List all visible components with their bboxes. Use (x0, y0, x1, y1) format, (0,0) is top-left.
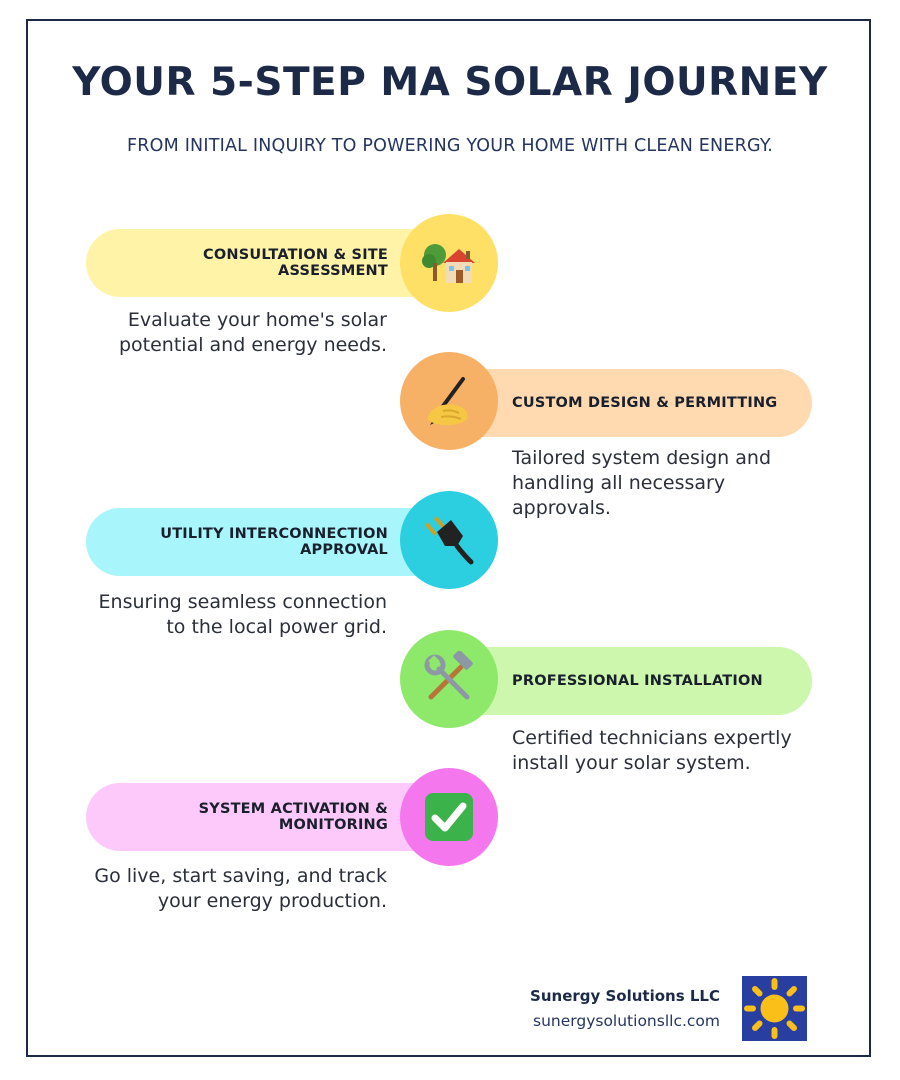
step-1-title: CONSULTATION & SITE ASSESSMENT (203, 247, 388, 279)
house-with-tree-icon (421, 235, 477, 291)
step-3-description: Ensuring seamless connection to the local power grid. (98, 591, 387, 638)
step-4-icon-circle (400, 630, 498, 728)
company-name: Sunergy Solutions LLC (530, 987, 720, 1005)
writing-hand-icon (421, 373, 477, 429)
step-2-title: CUSTOM DESIGN & PERMITTING (512, 395, 778, 411)
sun-icon (742, 976, 807, 1041)
page-subtitle: FROM INITIAL INQUIRY TO POWERING YOUR HOME WITH CLEAN ENERGY. (127, 136, 773, 156)
company-logo (742, 976, 807, 1041)
company-website[interactable]: sunergysolutionsllc.com (533, 1012, 720, 1030)
page-title: YOUR 5-STEP MA SOLAR JOURNEY (72, 60, 828, 105)
step-1-description: Evaluate your home's solar potential and energy needs. (118, 309, 387, 356)
step-3-title: UTILITY INTERCONNECTION APPROVAL (160, 526, 388, 558)
step-3-icon-circle (400, 491, 498, 589)
step-2-description: Tailored system design and handling all necessary approvals. (512, 447, 772, 519)
electric-plug-icon (421, 512, 477, 568)
step-1-icon-circle (400, 214, 498, 312)
step-4-title: PROFESSIONAL INSTALLATION (512, 673, 763, 689)
check-mark-button-icon (421, 789, 477, 845)
step-5-icon-circle (400, 768, 498, 866)
step-5-title: SYSTEM ACTIVATION & MONITORING (198, 801, 388, 833)
hammer-and-wrench-icon (421, 651, 477, 707)
step-4-description: Certified technicians expertly install your solar system. (512, 727, 792, 774)
step-2-icon-circle (400, 352, 498, 450)
step-5-description: Go live, start saving, and track your energy production. (94, 865, 387, 912)
